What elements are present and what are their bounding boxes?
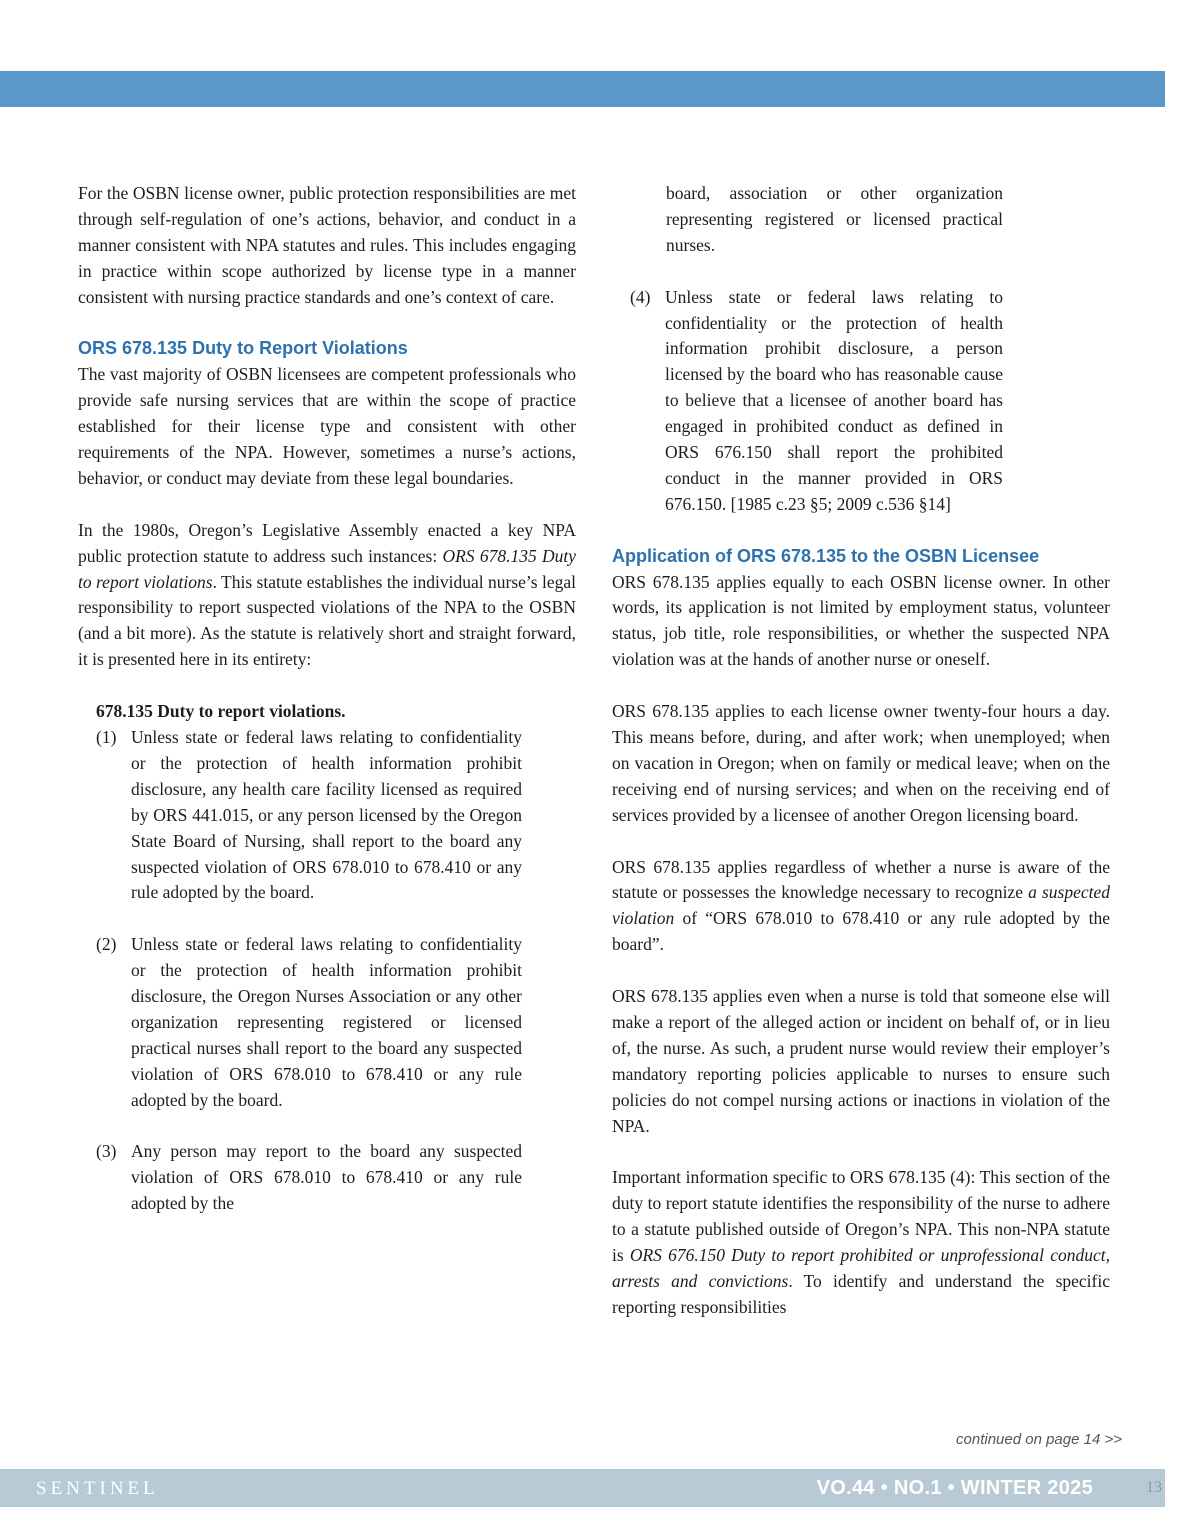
right-column [612,181,1110,1321]
statute-item-continued: board, association or other organization representing registered or licensed practical nurses. [666,183,1003,255]
issue-info: VO.44 • NO.1 • WINTER 2025 [816,1477,1093,1499]
body-paragraph: ORS 678.135 applies regardless of whether a nurse is aware of the statute or possesses the knowledge necessary to recognize a suspected violation of “ORS 678.010 to 678.410 or any rule adopted by the board”. [612,856,1110,955]
section-heading-duty-to-report: ORS 678.135 Duty to Report Violations [78,338,408,359]
statute-item [78,725,522,906]
page-number: 13 [1146,1479,1162,1496]
item-text: Unless state or federal laws relating to confidentiality or the protection of health information prohibit disclosure, any health care facility licensed as required by ORS 441.015, or any person licensed by the Oregon State Board of Nursing, shall report to the board any suspected violation of ORS 678.010 to 678.410 or any rule adopted by the board. [131,726,522,903]
intro-paragraph: For the OSBN license owner, public protection responsibilities are met through self-regulation of one’s actions, behavior, and conduct in a manner consistent with NPA statutes and rules. This includes engaging in practice within scope authorized by license type in a manner consistent with nursing practice standards and one’s context of care. [78,183,576,307]
publication-name: SENTINEL [36,1478,159,1499]
statute-item [612,285,1003,518]
footer-bar [0,1469,1165,1507]
body-paragraph: ORS 678.135 applies equally to each OSBN license owner. In other words, its application is not limited by employment status, volunteer status, job title, role responsibilities, or whether the suspected NPA violation was at the hands of another nurse or oneself. [612,571,1110,670]
body-paragraph: Important information specific to ORS 678.135 (4): This section of the duty to report statute identifies the responsibility of the nurse to adhere to a statute published outside of Oregon’s NPA. This non-NPA statute is ORS 676.150 Duty to report prohibited or unprofessional conduct, arrests and convictions. To identify and understand the specific reporting responsibilities [612,1167,1111,1317]
section-heading-application: Application of ORS 678.135 to the OSBN Licensee [612,545,1040,566]
statute-item [78,932,522,1113]
item-number: (2) [96,934,117,955]
statute-title: 678.135 Duty to report violations. [96,701,346,722]
item-number: (1) [96,726,117,747]
body-paragraph: ORS 678.135 applies to each license owner twenty-four hours a day. This means before, during, and after work; when unemployed; when on vacation in Oregon; when on family or medical leave; when on the receiving end of nursing services; and when on the receiving end of services provided by a licensee of another Oregon licensing board. [612,701,1110,825]
item-number: (4) [630,286,651,307]
body-paragraph: In the 1980s, Oregon’s Legislative Assembly enacted a key NPA public protection statute to address such instances: ORS 678.135 Duty to report violations. This statute establishes the individual nurse’s legal responsibility to report suspected violations of the NPA to the OSBN (and a bit more). As the statute is relatively short and straight forward, it is presented here in its entirety: [78,519,576,670]
body-paragraph: The vast majority of OSBN licensees are competent professionals who provide safe nursing services that are within the scope of practice established for their license type and consistent with other requirements of the NPA. However, sometimes a nurse’s actions, behavior, or conduct may deviate from these legal boundaries. [78,364,576,488]
header-bar [0,71,1165,107]
statute-item [78,1139,522,1217]
item-text: Unless state or federal laws relating to confidentiality or the protection of health information prohibit disclosure, the Oregon Nurses Association or any other organization representing registered or licensed practical nurses shall report to the board any suspected violation of ORS 678.010 to 678.410 or any rule adopted by the board. [131,934,522,1110]
left-column [78,181,576,1217]
continued-link[interactable]: continued on page 14 >> [956,1431,1122,1448]
statute-citation: ORS 676.150 Duty to report prohibited or unprofessional conduct, arrests and convictions [612,1245,1110,1291]
body-paragraph: ORS 678.135 applies even when a nurse is told that someone else will make a report of the alleged action or incident on behalf of, or in lieu of, the nurse. As such, a prudent nurse would review their employer’s mandatory reporting policies applicable to nurses to ensure such policies do not compel nursing actions or inactions in violation of the NPA. [612,986,1110,1136]
item-text: Unless state or federal laws relating to confidentiality or the protection of health information prohibit disclosure, a person licensed by the board who has reasonable cause to believe that a licensee of another board has engaged in prohibited conduct as defined in ORS 676.150 shall report the prohibited conduct in the manner provided in ORS 676.150. [1985 c.23 §5; 2009 c.536 §14] [665,286,1003,514]
statute-citation: ORS 678.135 Duty to report violations [78,545,576,592]
item-number: (3) [96,1141,117,1162]
item-text: Any person may report to the board any suspected violation of ORS 678.010 to 678.410 or any rule adopted by the [131,1141,522,1214]
